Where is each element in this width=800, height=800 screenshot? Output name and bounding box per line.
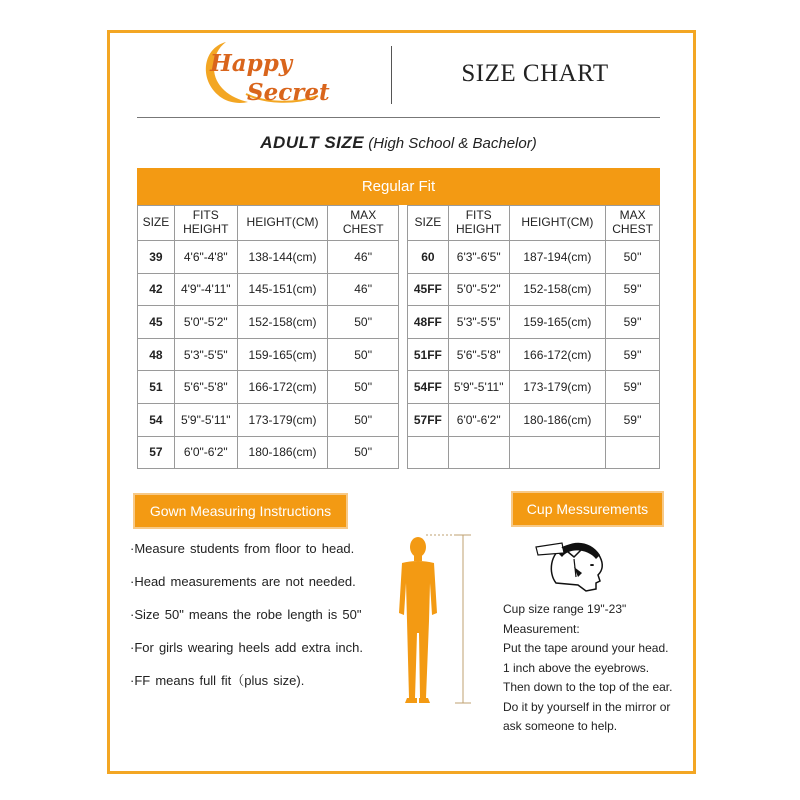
cell-size: 54	[138, 403, 175, 436]
cell-empty	[606, 436, 660, 469]
header-chest-l1: MAX	[619, 208, 646, 223]
cell-size: 48FF	[408, 306, 449, 339]
table-row	[138, 306, 399, 339]
header-fits-height	[174, 206, 237, 241]
header-divider	[391, 46, 392, 104]
cell-fits: 6'3"-6'5"	[448, 241, 509, 274]
header-fits-l1: FITS	[192, 208, 219, 223]
table-row	[138, 241, 399, 274]
cell-height: 173-179(cm)	[509, 371, 606, 404]
cell-fits: 5'3"-5'5"	[174, 338, 237, 371]
cell-chest: 50''	[328, 371, 399, 404]
cup-line: Cup size range 19"-23"	[503, 602, 627, 616]
table-row	[408, 403, 660, 436]
cell-height: 166-172(cm)	[509, 338, 606, 371]
cup-line: Measurement:	[503, 621, 580, 636]
header-chest-l2: CHEST	[612, 222, 653, 236]
cell-fits: 5'9"-5'11"	[448, 371, 509, 404]
header-size: SIZE	[138, 206, 175, 241]
cell-size: 57FF	[408, 403, 449, 436]
header-size: SIZE	[408, 206, 449, 241]
cell-height: 138-144(cm)	[237, 241, 328, 274]
cell-chest: 50''	[328, 436, 399, 469]
cell-fits: 5'3"-5'5"	[448, 306, 509, 339]
section-title	[137, 133, 660, 153]
cup-line: ask someone to help.	[503, 719, 618, 733]
cell-chest: 59''	[606, 273, 660, 306]
header-chest-l2: CHEST	[342, 222, 384, 236]
cell-chest: 59''	[606, 403, 660, 436]
cell-chest: 59''	[606, 338, 660, 371]
cell-size: 45	[138, 306, 175, 339]
cell-size: 45FF	[408, 273, 449, 306]
header-fits-l2: HEIGHT	[183, 222, 229, 236]
list-item: ·FF means full fit（plus size).	[130, 673, 305, 688]
cell-size: 57	[138, 436, 175, 469]
cell-height: 166-172(cm)	[237, 371, 328, 404]
table-row-empty	[408, 436, 660, 469]
cup-line: Put the tape around your head.	[503, 641, 669, 655]
cell-empty	[448, 436, 509, 469]
header-rule	[137, 117, 660, 118]
cell-chest: 46''	[328, 273, 399, 306]
cell-size: 60	[408, 241, 449, 274]
cell-size: 51FF	[408, 338, 449, 371]
cup-line: Then down to the top of the ear.	[503, 680, 673, 694]
cell-size: 39	[138, 241, 175, 274]
page-title: SIZE CHART	[461, 60, 609, 87]
cell-height: 145-151(cm)	[237, 273, 328, 306]
cell-chest: 50''	[328, 306, 399, 339]
table-header-row	[138, 206, 399, 241]
logo-text-secret: Secret	[247, 79, 330, 106]
table-row	[138, 436, 399, 469]
list-item: ·For girls wearing heels add extra inch.	[130, 640, 363, 655]
cell-height: 180-186(cm)	[509, 403, 606, 436]
cell-fits: 5'6"-5'8"	[448, 338, 509, 371]
table-row	[138, 338, 399, 371]
header-height-cm: HEIGHT(CM)	[509, 206, 606, 241]
cell-fits: 5'9"-5'11"	[174, 403, 237, 436]
cell-chest: 59''	[606, 371, 660, 404]
section-title-sub: (High School & Bachelor)	[368, 135, 537, 152]
table-row	[408, 273, 660, 306]
table-row	[408, 371, 660, 404]
table-row	[138, 371, 399, 404]
list-item: ·Size 50" means the robe length is 50"	[130, 607, 362, 622]
header-height-cm: HEIGHT(CM)	[237, 206, 328, 241]
cell-fits: 4'9"-4'11"	[174, 273, 237, 306]
standing-person-icon	[393, 533, 478, 713]
cell-fits: 4'6"-4'8"	[174, 241, 237, 274]
cell-fits: 5'0"-5'2"	[448, 273, 509, 306]
list-item: ·Head measurements are not needed.	[130, 574, 356, 589]
cell-height: 159-165(cm)	[509, 306, 606, 339]
cell-fits: 5'6"-5'8"	[174, 371, 237, 404]
section-title-main: ADULT SIZE	[260, 133, 365, 152]
cup-instructions	[503, 600, 703, 737]
cell-height: 152-158(cm)	[509, 273, 606, 306]
cell-height: 187-194(cm)	[509, 241, 606, 274]
cell-size: 42	[138, 273, 175, 306]
cell-height: 173-179(cm)	[237, 403, 328, 436]
table-row	[138, 273, 399, 306]
cell-height: 180-186(cm)	[237, 436, 328, 469]
cell-chest: 50''	[606, 241, 660, 274]
cell-height: 152-158(cm)	[237, 306, 328, 339]
header-fits-l2: HEIGHT	[456, 222, 502, 236]
cell-size: 51	[138, 371, 175, 404]
regular-fit-band: Regular Fit	[137, 168, 660, 205]
list-item: ·Measure students from floor to head.	[130, 541, 355, 556]
size-table-right	[407, 205, 660, 469]
cup-measurements-title: Cup Messurements	[511, 491, 664, 527]
cell-height: 159-165(cm)	[237, 338, 328, 371]
logo-text-happy: Happy	[210, 50, 293, 77]
gown-instructions-list	[130, 540, 400, 705]
table-row	[408, 338, 660, 371]
header-max-chest	[328, 206, 399, 241]
cell-empty	[509, 436, 606, 469]
table-row	[408, 241, 660, 274]
size-table-left	[137, 205, 399, 469]
cell-size: 54FF	[408, 371, 449, 404]
table-row	[408, 306, 660, 339]
cell-fits: 6'0"-6'2"	[448, 403, 509, 436]
header-chest-l1: MAX	[350, 208, 377, 223]
cell-fits: 6'0"-6'2"	[174, 436, 237, 469]
header-fits-height	[448, 206, 509, 241]
header-max-chest	[606, 206, 660, 241]
cell-chest: 50''	[328, 403, 399, 436]
cup-line: Do it by yourself in the mirror or	[503, 699, 671, 714]
table-header-row	[408, 206, 660, 241]
head-tape-measure-icon	[534, 533, 618, 593]
table-row	[138, 403, 399, 436]
cup-line: 1 inch above the eyebrows.	[503, 660, 650, 675]
cell-chest: 46''	[328, 241, 399, 274]
header-fits-l1: FITS	[465, 208, 492, 223]
gown-instructions-title: Gown Measuring Instructions	[133, 493, 348, 529]
cell-size: 48	[138, 338, 175, 371]
cell-empty	[408, 436, 449, 469]
cell-chest: 50''	[328, 338, 399, 371]
cell-fits: 5'0"-5'2"	[174, 306, 237, 339]
cell-chest: 59''	[606, 306, 660, 339]
brand-logo	[196, 38, 336, 108]
